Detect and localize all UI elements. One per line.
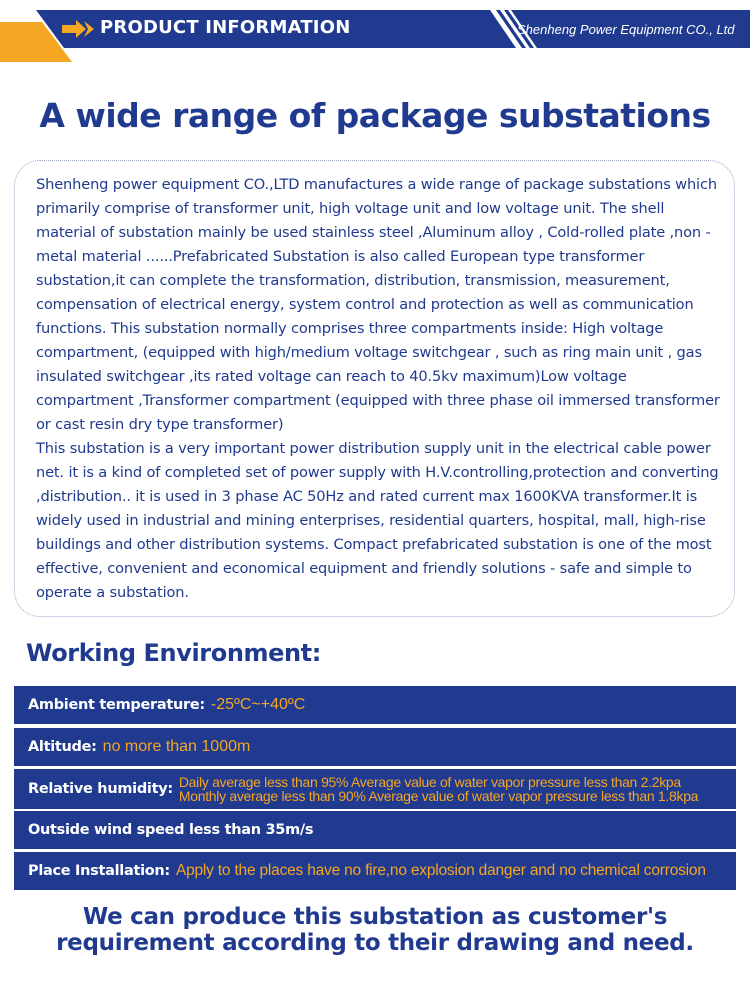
header-banner [0,0,750,62]
env-row-ambient-temperature [14,686,736,724]
env-value: no more than 1000m [102,738,251,755]
env-row-wind-speed [14,811,736,849]
env-label: Outside wind speed less than 35m/s [28,822,314,838]
env-label: Altitude: [28,739,97,755]
working-environment-title: Working Environment: [26,639,321,667]
env-row-place-installation [14,852,736,890]
header-title: PRODUCT INFORMATION [100,17,351,38]
footer-line-1: We can produce this substation as customer's [82,904,668,930]
env-value-line-1: Daily average less than 95% Average value of water vapor pressure less than 2.2kpa [178,774,681,790]
env-value-multiline [179,775,698,803]
company-name: Shenheng Power Equipment CO., Ltd [517,22,735,37]
env-row-altitude [14,728,736,766]
env-label: Relative humidity: [28,781,173,797]
double-arrow-icon [62,19,94,39]
page-title: A wide range of package substations [39,96,711,135]
description-box [14,160,735,617]
env-row-relative-humidity [14,769,736,809]
env-label: Place Installation: [28,863,170,879]
description-paragraph-1: Shenheng power equipment CO.,LTD manufactures a wide range of package substations which primarily comprise of transformer unit, high voltage unit and low voltage unit. The shell material of substation mainly be used stainless steel ,Aluminum alloy , Cold-rolled plate ,non -metal material ......Prefabricated Substation is also called European type transformer substation,it can complete the transformation, distribution, transmission, measurement, compensation of electrical energy, system control and protection as well as communication functions. This substation normally comprises three compartments inside: High voltage compartment, (equipped with high/medium voltage switchgear , such as ring main unit , gas insulated switchgear ,its rated voltage can reach to 40.5kv maximum)Low voltage compartment ,Transformer compartment (equipped with three phase oil immersed transformer or cast resin dry type transformer) [36,176,720,433]
env-value-line-2: Monthly average less than 90% Average value of water vapor pressure less than 1.8kpa [178,788,699,804]
footer-text [0,904,750,956]
env-value: -25ºC~+40ºC [210,696,306,713]
description-paragraph-2: This substation is a very important power distribution supply unit in the electrical cable power net. it is a kind of completed set of power supply with H.V.controlling,protection and converting ,distribution.. it is used in 3 phase AC 50Hz and rated current max 1600KVA transformer.It is widely used in industrial and mining enterprises, residential quarters, hospital, mall, high-rise buildings and other distribution systems. Compact prefabricated substation is one of the most effective, convenient and economical equipment and friendly solutions - safe and simple to operate a substation. [36,440,719,601]
footer-line-2: requirement according to their drawing and need. [56,930,694,956]
env-label: Ambient temperature: [28,697,205,713]
env-value: Apply to the places have no fire,no explosion danger and no chemical corrosion [175,862,706,879]
